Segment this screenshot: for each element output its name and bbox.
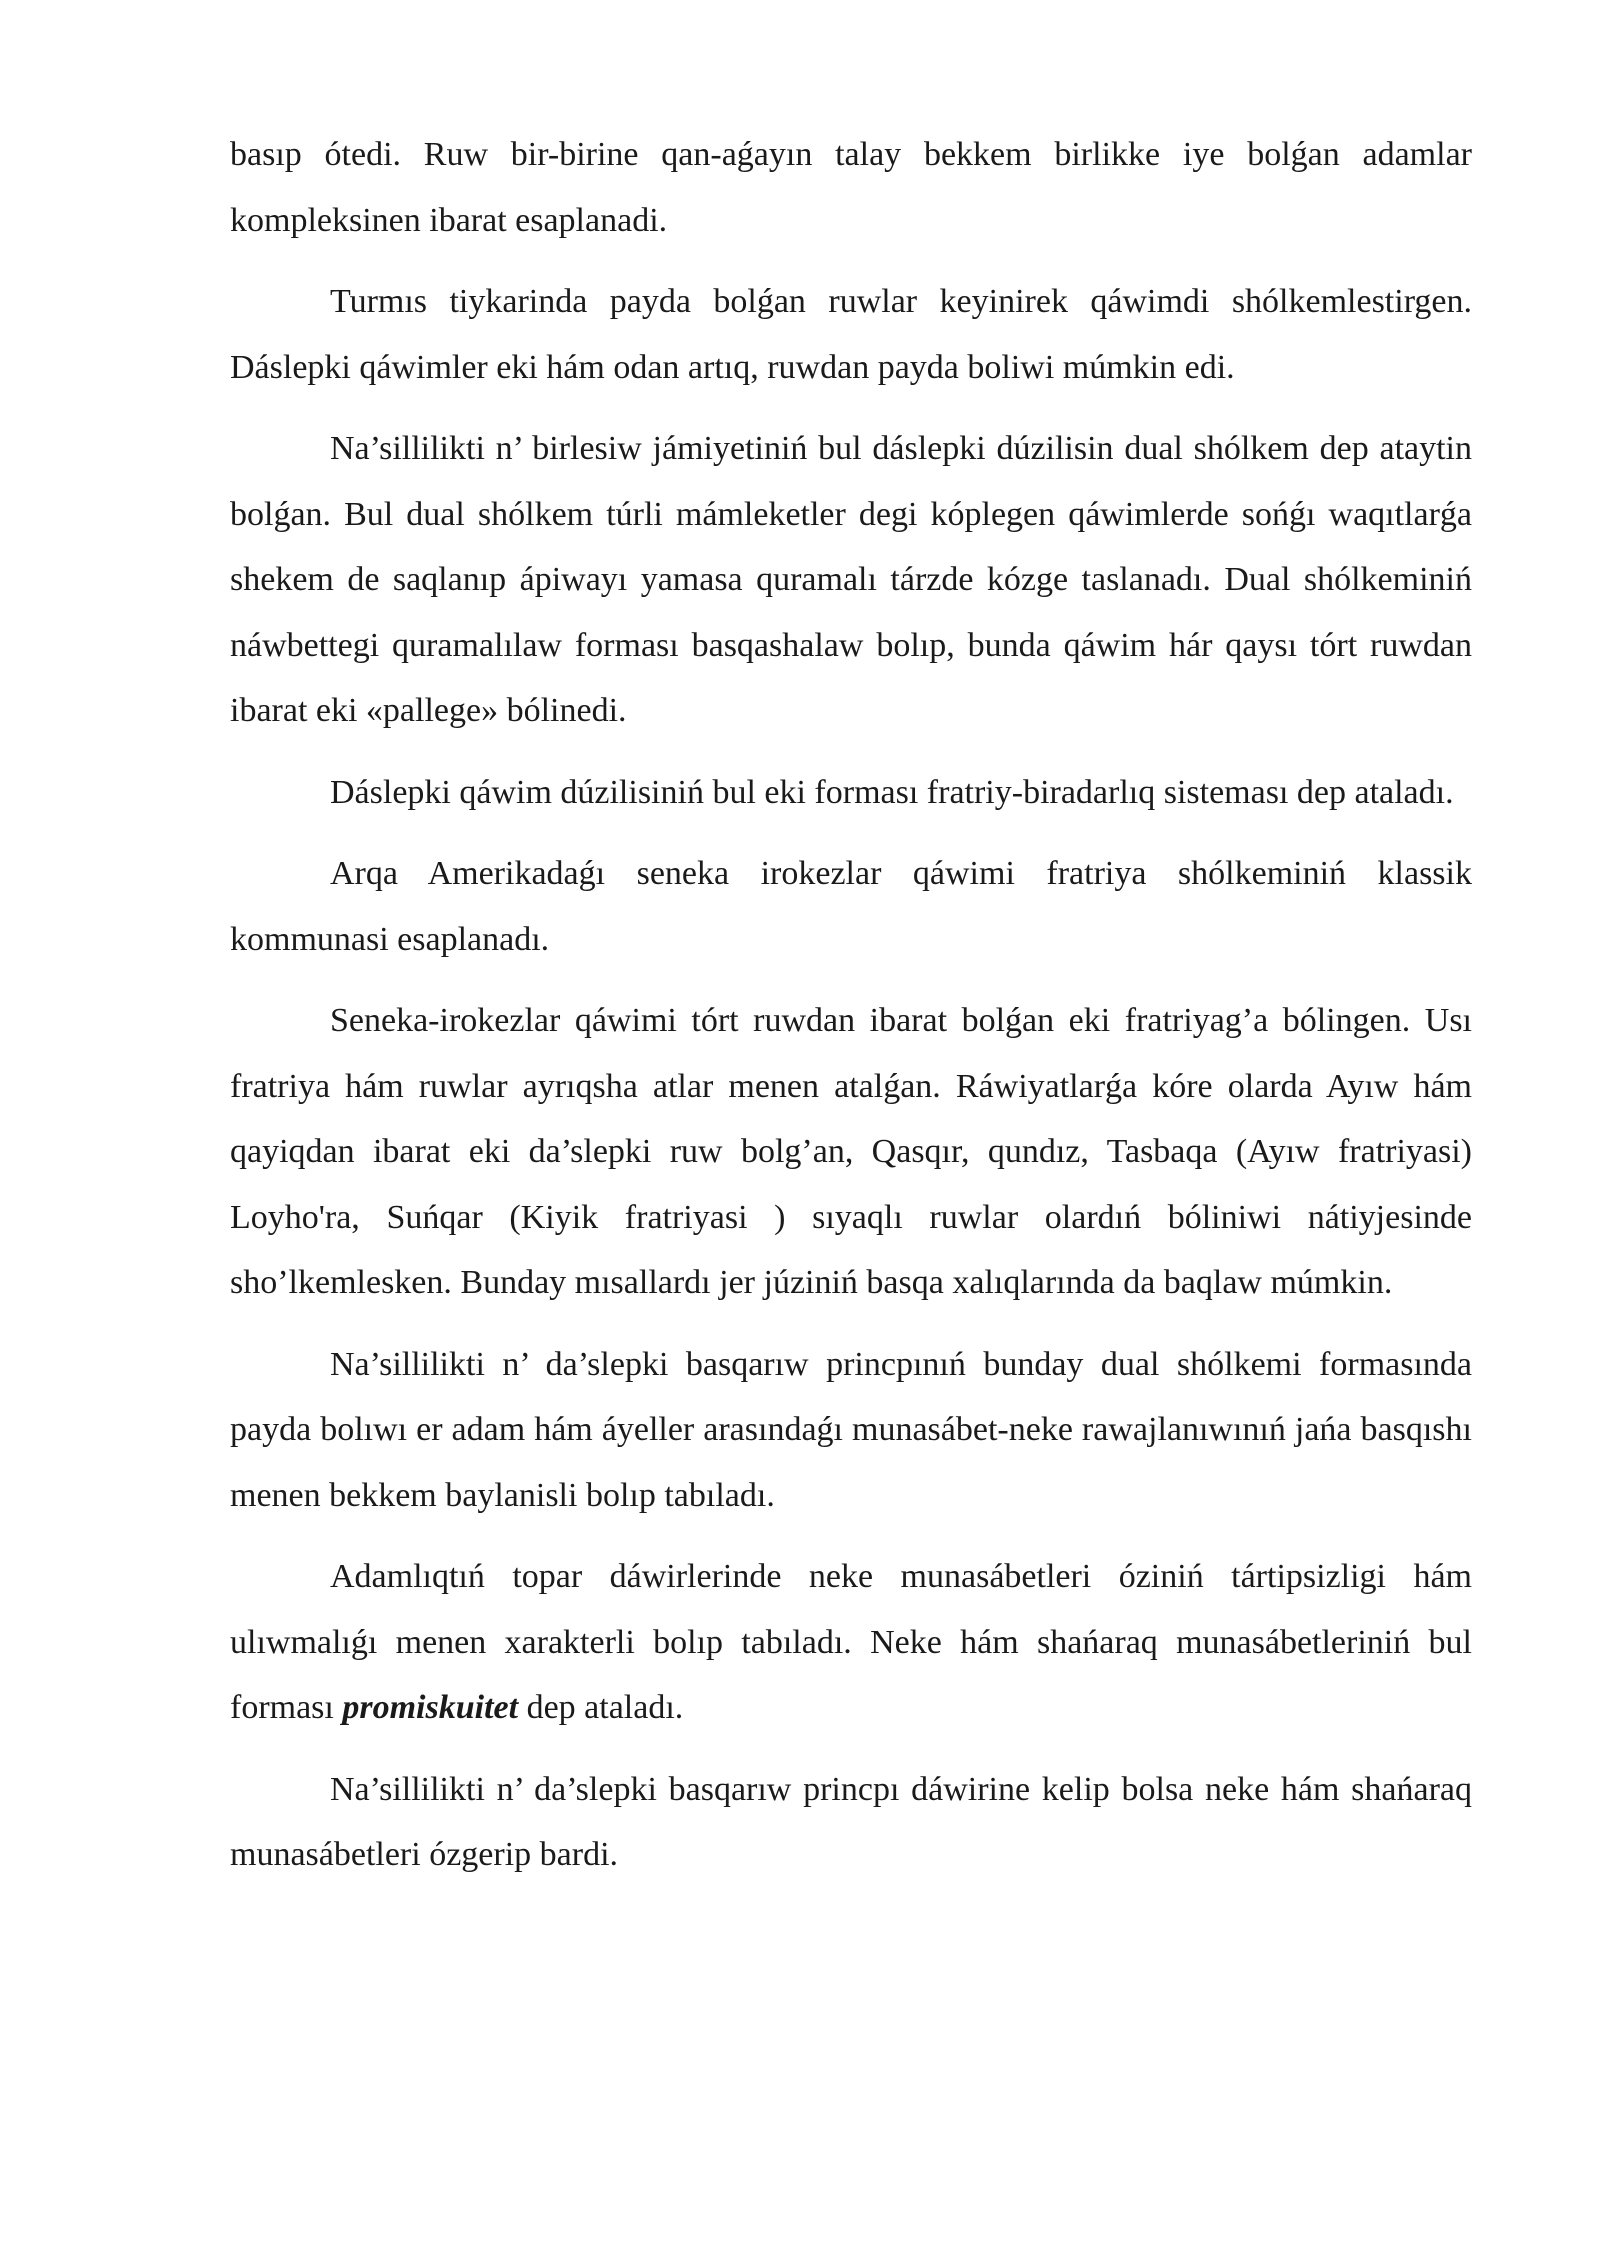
paragraph-5: Arqa Amerikadaǵı seneka irokezlar qáwimi fratriya shólkeminiń klassik kommunasi esaplanadı.: [230, 855, 1472, 958]
paragraph-6: Seneka-irokezlar qáwimi tórt ruwdan ibarat bolǵan eki fratriyag’a bólingen. Usı fratriya hám ruwlar ayrıqsha atlar menen atalǵan. Ráwiyatlarǵa kóre olarda Ayıw hám qayiqdan ibarat eki da’slepki ruw bolg’an, Qasqır, qundız, Tasbaqa (Ayıw fratriyasi) Loyho'ra, Suńqar (Kiyik fratriyasi ) sıyaqlı ruwlar olardıń bóliniwi nátiyjesinde sho’lkemlesken. Bunday mısallardı jer júziniń basqa xalıqlarında da baqlaw múmkin.: [230, 1002, 1472, 1301]
paragraph-8-text-after: dep ataladı.: [518, 1689, 684, 1726]
paragraph-9: Na’sillilikti n’ da’slepki basqarıw princpı dáwirine kelip bolsa neke hám shańaraq munasábetleri ózgerip bardi.: [230, 1770, 1472, 1873]
paragraph-3: Na’sillilikti n’ birlesiw jámiyetiniń bul dáslepki dúzilisin dual shólkem dep ataytin bolǵan. Bul dual shólkem túrli mámleketler degi kóplegen qáwimlerde sońǵı waqıtlarǵa shekem de saqlanıp ápiwayı yamasa quramalı tárzde kózge taslanadı. Dual shólkeminiń náwbettegi quramalılaw forması basqashalaw bolıp, bunda qáwim hár qaysı tórt ruwdan ibarat eki «pallege» bólinedi.: [230, 430, 1472, 729]
paragraph-1: basıp ótedi. Ruw bir-birine qan-aǵayın talay bekkem birlikke iye bolǵan adamlar kompleksinen ibarat esaplanadi.: [230, 136, 1472, 239]
term-promiskuitet: promiskuitet: [342, 1689, 519, 1726]
paragraph-7: Na’sillilikti n’ da’slepki basqarıw princpınıń bunday dual shólkemi formasında payda bolıwı er adam hám áyeller arasındaǵı munasábet-neke rawajlanıwınıń jańa basqıshı menen bekkem baylanisli bolıp tabıladı.: [230, 1345, 1472, 1514]
paragraph-4: Dáslepki qáwim dúzilisiniń bul eki forması fratriy-biradarlıq sisteması dep ataladı.: [330, 773, 1454, 811]
paragraph-2: Turmıs tiykarinda payda bolǵan ruwlar keyinirek qáwimdi shólkemlestirgen. Dáslepki qáwimler eki hám odan artıq, ruwdan payda boliwi múmkin edi.: [230, 283, 1472, 386]
paragraph-8-text-before: Adamlıqtıń topar dáwirlerinde neke munasábetleri óziniń tártipsizligi hám ulıwmalıǵı menen xarakterli bolıp tabıladı. Neke hám shańaraq munasábetleriniń bul forması: [230, 1558, 1472, 1726]
document-body: [230, 122, 1472, 1904]
paragraph-8: [230, 1544, 1472, 1741]
